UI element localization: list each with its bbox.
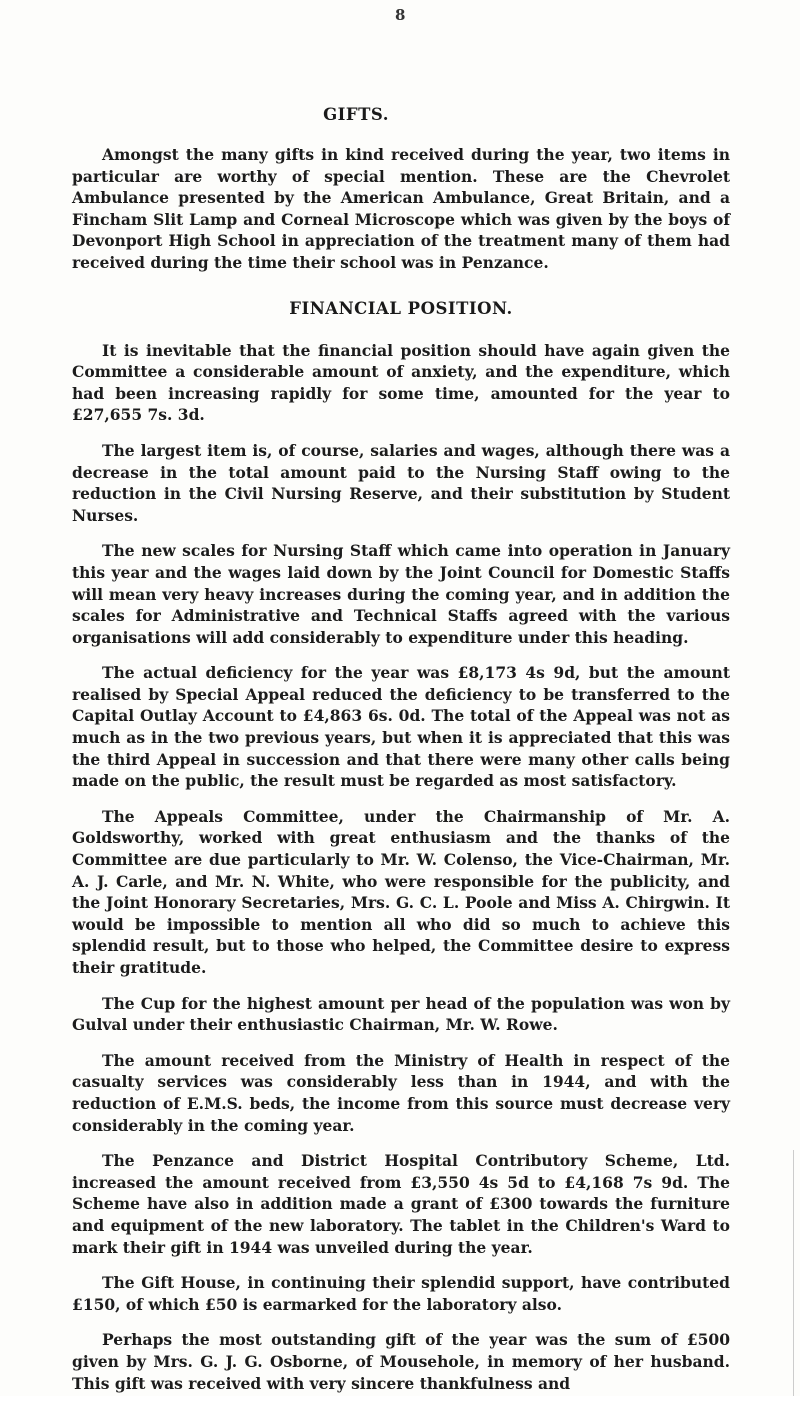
page-edge-rule [793, 1150, 794, 1396]
paragraph-financial-10: Perhaps the most outstanding gift of the year was the sum of £500 given by Mrs. G. J. G. Osborne, of Mousehole, in memory of her husband. This gift was received with very sincere thankfulness and [72, 1330, 730, 1393]
paragraph-financial-3: The new scales for Nursing Staff which came into operation in January this year and the wages laid down by the Joint Council for Domestic Staffs will mean very heavy increases during the coming year, and in addition the scales for Administrative and Technical Staffs agreed with the various organisations will add considerably to expenditure under this heading. [72, 541, 730, 647]
paragraph-financial-9: The Gift House, in continuing their splendid support, have contributed £150, of which £50 is earmarked for the laboratory also. [72, 1273, 730, 1314]
section-heading-financial-position: FINANCIAL POSITION. [289, 298, 513, 318]
document-body [72, 104, 730, 1408]
section-heading-gifts: GIFTS. [323, 105, 389, 124]
paragraph-financial-8: The Penzance and District Hospital Contributory Scheme, Ltd. increased the amount received from £3,550 4s 5d to £4,168 7s 9d. The Scheme have also in addition made a grant of £300 towards the furniture and equipment of the new laboratory. The tablet in the Children's Ward to mark their gift in 1944 was unveiled during the year. [72, 1151, 730, 1257]
paragraph-financial-7: The amount received from the Ministry of Health in respect of the casualty services was considerably less than in 1944, and with the reduction of E.M.S. beds, the income from this source must decrease very considerably in the coming year. [72, 1050, 730, 1135]
paragraph-financial-6: The Cup for the highest amount per head of the population was won by Gulval under their enthusiastic Chairman, Mr. W. Rowe. [72, 993, 730, 1035]
paragraph-gifts-1: Amongst the many gifts in kind received during the year, two items in particular are worthy of special mention. These are the Chevrolet Ambulance presented by the American Ambulance, Great Britain, and a Fincham Slit Lamp and Corneal Microscope which was given by the boys of Devonport High School in appreciation of the treatment many of them had received during the time their school was in Penzance. [72, 145, 730, 272]
paragraph-financial-4: The actual deficiency for the year was £8,173 4s 9d, but the amount realised by Special Appeal reduced the deficiency to be transferred to the Capital Outlay Account to £4,863 6s. 0d. The total of the Appeal was not as much as in the two previous years, but when it is appreciated that this was the third Appeal in succession and that there were many other calls being made on the public, the result must be regarded as most satisfactory. [72, 663, 730, 791]
page-number: 8 [395, 6, 406, 24]
paragraph-financial-5: The Appeals Committee, under the Chairmanship of Mr. A. Goldsworthy, worked with great enthusiasm and the thanks of the Committee are due particularly to Mr. W. Colenso, the Vice-Chairman, Mr. A. J. Carle, and Mr. N. White, who were responsible for the publicity, and the Joint Honorary Secretaries, Mrs. G. C. L. Poole and Miss A. Chirgwin. It would be impossible to mention all who did so much to achieve this splendid result, but to those who helped, the Committee desire to express their gratitude. [72, 806, 730, 977]
paragraph-financial-1: It is inevitable that the financial position should have again given the Committee a considerable amount of anxiety, and the expenditure, which had been increasing rapidly for some time, amounted for the year to £27,655 7s. 3d. [72, 340, 730, 425]
paragraph-financial-2: The largest item is, of course, salaries and wages, although there was a decrease in the total amount paid to the Nursing Staff owing to the reduction in the Civil Nursing Reserve, and their substitution by Student Nurses. [72, 440, 730, 525]
